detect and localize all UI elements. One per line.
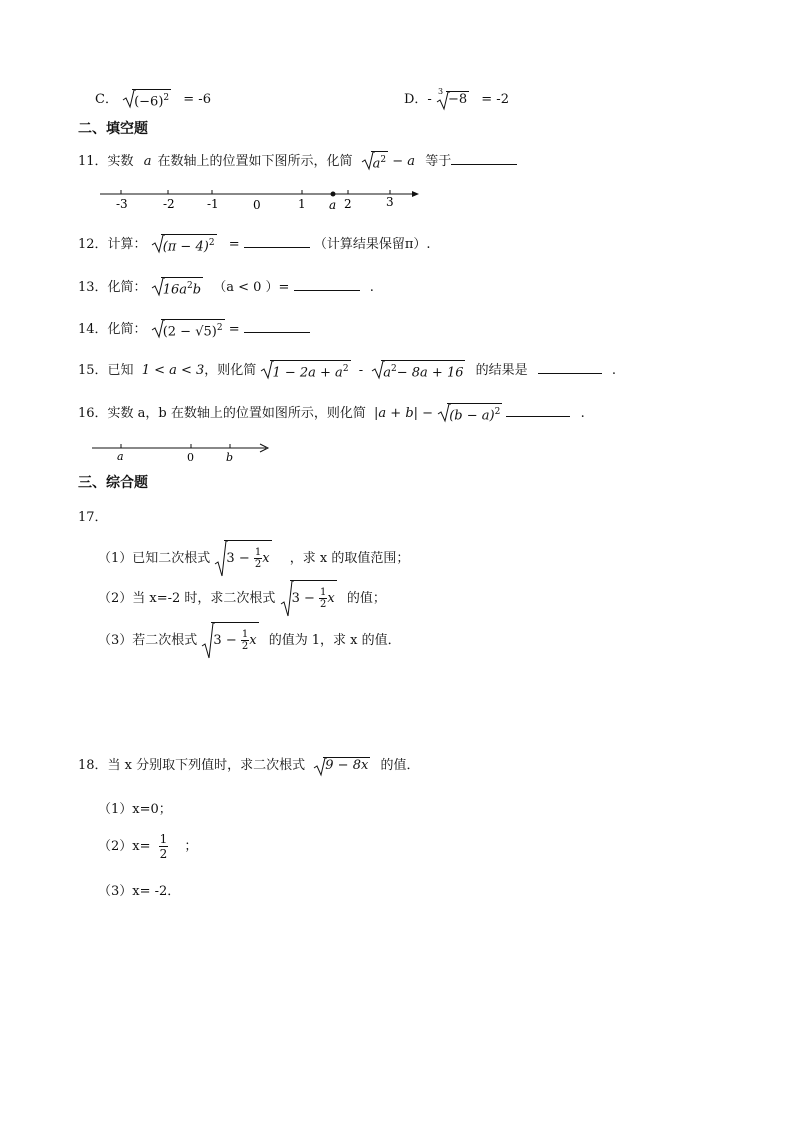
radical-sign-icon bbox=[214, 540, 228, 578]
cube-root-sign-icon bbox=[436, 91, 450, 111]
radical-15a: $1 - 2a + a^2$ bbox=[260, 360, 350, 381]
option-d-label: D．- bbox=[404, 92, 432, 107]
question-18-part-2: （2）x= $\frac{1}{2}$ ； bbox=[98, 832, 198, 861]
radical-d: 3 −8 bbox=[436, 91, 469, 108]
radical-sign-icon bbox=[280, 580, 294, 618]
radical-14: $(2 - √5)^2$ bbox=[151, 319, 225, 340]
tick-label: 0 bbox=[253, 198, 261, 212]
radical-16: $(b - a)^2$ bbox=[437, 403, 502, 424]
question-18: 18．当 x 分别取下列值时，求二次根式 9 − 8x 的值． bbox=[78, 754, 419, 774]
number-line-11 bbox=[96, 184, 422, 214]
answer-blank-14 bbox=[244, 320, 310, 333]
answer-blank-11 bbox=[451, 152, 517, 165]
tick-label: 0 bbox=[187, 451, 194, 464]
tick-label: b bbox=[226, 451, 234, 464]
answer-blank-15 bbox=[538, 361, 602, 374]
radical-18: 9 − 8x bbox=[313, 757, 370, 774]
radical-sign-icon bbox=[201, 622, 215, 660]
radical-sign-icon bbox=[371, 360, 385, 380]
radical-15b: $a^2- 8a + 16$ bbox=[371, 360, 465, 381]
question-18-part-1: （1）x=0； bbox=[98, 802, 172, 817]
tick-label: -1 bbox=[207, 197, 219, 211]
question-17-part-3: （3）若二次根式 3 − $\frac{1}{2}$ x 的值为 1，求 x 的值． bbox=[98, 622, 401, 659]
question-12: 12．计算： $(\pi - 4)^2$ = （计算结果保留π）. bbox=[78, 233, 431, 255]
radical-c: $(-6)^2$ bbox=[122, 89, 171, 110]
radical-sign-icon bbox=[151, 319, 165, 339]
question-13: 13．化简： $16a^2b$ （a < 0 ）= . bbox=[78, 276, 374, 298]
answer-blank-13 bbox=[294, 278, 360, 291]
number-line-16 bbox=[90, 440, 276, 466]
radical-sign-icon bbox=[122, 89, 136, 109]
radical-17c: 3 − $\frac{1}{2}$ x bbox=[201, 622, 258, 659]
question-14: 14．化简： $(2 - √5)^2$ = bbox=[78, 318, 310, 340]
axis-ticks bbox=[121, 190, 390, 194]
question-11: 11．实数 a 在数轴上的位置如下图所示，化简 $a^2 - a$ 等于 bbox=[78, 150, 517, 172]
question-17-part-2: （2）当 x=-2 时，求二次根式 3 − $\frac{1}{2}$ x 的值； bbox=[98, 580, 386, 617]
answer-blank-16 bbox=[506, 404, 570, 417]
option-c-label: C． bbox=[95, 92, 118, 107]
point-label: a bbox=[329, 198, 337, 212]
section-title-fill-in: 二、填空题 bbox=[78, 121, 148, 137]
radical-17b: 3 − $\frac{1}{2}$ x bbox=[280, 580, 337, 617]
question-15: 15．已知 1 < a < 3，则化简 $1 - 2a + a^2$ - $a^2- 8a + 16$ 的结果是 . bbox=[78, 359, 616, 381]
question-17-part-1: （1）已知二次根式 3 − $\frac{1}{2}$ x ，求 x 的取值范围； bbox=[98, 540, 409, 577]
radical-17a: 3 − $\frac{1}{2}$ x bbox=[214, 540, 271, 577]
radical-sign-icon bbox=[151, 277, 165, 297]
question-17-number: 17． bbox=[78, 510, 108, 525]
radical-sign-icon bbox=[151, 234, 165, 254]
tick-label: 2 bbox=[344, 197, 352, 211]
section-title-comprehensive: 三、综合题 bbox=[78, 475, 148, 491]
option-d bbox=[404, 88, 509, 108]
radical-12: $(\pi - 4)^2$ bbox=[151, 234, 217, 255]
tick-label: a bbox=[117, 450, 124, 463]
question-18-part-3: （3）x= -2． bbox=[98, 884, 181, 899]
question-16: 16．实数 a，b 在数轴上的位置如图所示，则化简 |a + b| − $(b - a)^2$ . bbox=[78, 402, 585, 424]
tick-label: 1 bbox=[298, 197, 306, 211]
tick-label: -3 bbox=[116, 197, 128, 211]
radical-13: $16a^2b$ bbox=[151, 277, 203, 298]
tick-label: 3 bbox=[386, 195, 394, 209]
radical-11: $a^2$ bbox=[361, 151, 389, 172]
radical-sign-icon bbox=[361, 151, 375, 171]
tick-label: -2 bbox=[163, 197, 175, 211]
radical-sign-icon bbox=[313, 757, 327, 777]
point-a bbox=[331, 192, 336, 197]
option-d-result: = -2 bbox=[481, 92, 509, 107]
radical-sign-icon bbox=[437, 403, 451, 423]
option-c-result: = -6 bbox=[183, 92, 211, 107]
answer-blank-12 bbox=[244, 235, 310, 248]
radical-sign-icon bbox=[260, 360, 274, 380]
option-c bbox=[95, 88, 211, 110]
